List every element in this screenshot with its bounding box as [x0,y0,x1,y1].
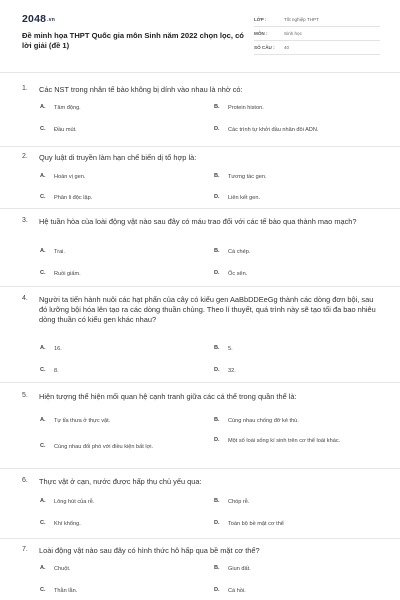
option-text: Giun đất. [228,566,251,572]
option-letter: C. [40,367,46,373]
question-stem [22,153,382,163]
option-text: Phân li độc lập. [54,195,93,201]
option-letter: A. [40,565,46,571]
option-letter: B. [214,173,220,179]
option-text: 16. [54,346,62,352]
question-4 [0,286,400,382]
option-b[interactable] [214,248,250,256]
option-b[interactable] [214,565,251,573]
option-text: Các trình tự khởi đầu nhân đôi ADN. [228,127,319,133]
meta-label: MÔN : [254,31,268,36]
option-text: Toàn bộ bề mặt cơ thể [228,521,284,527]
option-a[interactable] [40,498,94,506]
option-text: Thằn lằn. [54,588,78,594]
option-text: Khí khổng. [54,521,81,527]
option-text: Chóp rễ. [228,499,250,505]
option-a[interactable] [40,173,85,181]
option-a[interactable] [40,345,62,353]
document-meta [254,13,380,55]
option-b[interactable] [214,173,267,181]
option-a[interactable] [40,565,70,573]
site-logo[interactable] [22,13,55,25]
option-c[interactable] [40,270,81,278]
option-a[interactable] [40,104,81,112]
option-text: Hoán vị gen. [54,174,86,180]
question-2 [0,146,400,212]
option-letter: C. [40,520,46,526]
option-letter: C. [40,270,46,276]
option-letter: C. [40,587,46,593]
option-letter: B. [214,248,220,254]
option-b[interactable] [214,498,249,506]
option-letter: B. [214,104,220,110]
option-d[interactable] [214,437,364,445]
option-letter: C. [40,194,46,200]
option-letter: A. [40,248,46,254]
question-text: Người ta tiến hành nuôi các hạt phấn của cây có kiểu gen AaBbDDEeGg thành các dòng đơn bội, sau đó lưỡng bội hóa lên tạo ra các dòng thuần chủng. Theo lí thuyết, quá trình này sẽ tạo tối đa bao nhiêu dòng thuần có kiểu gen khác nhau? [39,295,376,324]
option-c[interactable] [40,194,92,202]
question-stem [22,295,382,325]
question-stem [22,477,382,487]
question-1 [0,72,400,150]
option-letter: A. [40,345,46,351]
meta-row-subject [254,27,380,41]
option-letter: D. [214,367,220,373]
option-text: Tâm động. [54,105,81,111]
question-text: Các NST trong nhân tế bào không bị dính vào nhau là nhờ có: [39,85,243,94]
option-c[interactable] [40,126,77,134]
option-text: Cùng nhau đối phó với điều kiện bất lợi. [54,444,154,450]
option-d[interactable] [214,587,246,595]
option-letter: D. [214,270,220,276]
document-header [0,0,400,66]
question-text: Quy luật di truyền làm hạn chế biến dị tổ hợp là: [39,153,197,162]
option-text: 8. [54,368,59,374]
option-text: Ốc sên. [228,271,248,277]
option-text: Cá hồi. [228,588,246,594]
option-letter: C. [40,126,46,132]
option-d[interactable] [214,270,247,278]
logo-text: 2048 [22,13,47,25]
option-text: 5. [228,346,233,352]
option-c[interactable] [40,587,77,595]
meta-label: LỚP : [254,17,267,22]
question-text: Thực vật ở cạn, nước được hấp thụ chủ yếu qua: [39,477,202,486]
option-text: Protein histon. [228,105,264,111]
option-text: Một số loài sống kí sinh trên cơ thể loài khác. [228,438,341,444]
question-stem [22,85,382,95]
option-b[interactable] [214,104,264,112]
question-number: 1. [22,85,28,92]
option-letter: A. [40,498,46,504]
option-a[interactable] [40,248,65,256]
option-c[interactable] [40,520,81,528]
question-text: Hệ tuần hòa của loài động vật nào sau đây có máu trao đổi với các tế bào qua thành mao mạch? [39,217,357,226]
question-stem [22,392,382,402]
meta-label: SỐ CÂU : [254,45,275,50]
question-number: 2. [22,153,28,160]
meta-value: Sinh học [284,31,302,36]
meta-value: 40 [284,45,290,50]
option-text: Trai. [54,249,65,255]
option-letter: A. [40,104,46,110]
question-stem [22,217,382,227]
option-d[interactable] [214,194,260,202]
option-letter: B. [214,498,220,504]
option-text: Tương tác gen. [228,174,267,180]
question-number: 6. [22,477,28,484]
question-text: Loài động vật nào sau đây có hình thức hô hấp qua bề mặt cơ thể? [39,546,260,555]
option-text: Cùng nhau chống đỡ kẻ thù. [228,418,299,424]
question-7 [0,538,400,600]
question-number: 7. [22,546,28,553]
meta-row-class [254,13,380,27]
question-number: 3. [22,217,28,224]
option-text: 32. [228,368,236,374]
option-letter: D. [214,437,220,443]
option-d[interactable] [214,520,284,528]
option-letter: B. [214,417,220,423]
option-letter: C. [40,443,46,449]
option-text: Ruồi giấm. [54,271,81,277]
option-text: Tự tỉa thưa ở thực vật. [54,418,111,424]
question-number: 5. [22,392,28,399]
option-d[interactable] [214,367,236,375]
option-letter: D. [214,520,220,526]
option-c[interactable] [40,367,59,375]
option-text: Lông hút của rễ. [54,499,95,505]
option-b[interactable] [214,345,233,353]
document-title: Đề minh họa THPT Quốc gia môn Sinh năm 2022 chọn lọc, có lời giải (đề 1) [22,31,244,50]
meta-row-question-count [254,41,380,55]
question-text: Hiện tượng thể hiện mối quan hệ cạnh tranh giữa các cá thể trong quần thể là: [39,392,297,401]
meta-value: Tốt nghiệp THPT [284,17,319,22]
logo-suffix: .vn [47,17,55,23]
option-a[interactable] [40,417,110,425]
option-b[interactable] [214,417,299,425]
option-c[interactable] [40,443,153,451]
question-3 [0,208,400,286]
question-stem [22,546,382,556]
option-text: Đầu mút. [54,127,77,133]
question-5 [0,382,400,468]
question-6 [0,468,400,538]
option-text: Cá chép. [228,249,251,255]
option-letter: D. [214,194,220,200]
option-letter: A. [40,173,46,179]
question-number: 4. [22,295,28,302]
option-letter: D. [214,587,220,593]
option-letter: D. [214,126,220,132]
option-text: Chuột. [54,566,71,572]
option-letter: B. [214,565,220,571]
option-text: Liên kết gen. [228,195,261,201]
option-letter: A. [40,417,46,423]
option-d[interactable] [214,126,318,134]
option-letter: B. [214,345,220,351]
